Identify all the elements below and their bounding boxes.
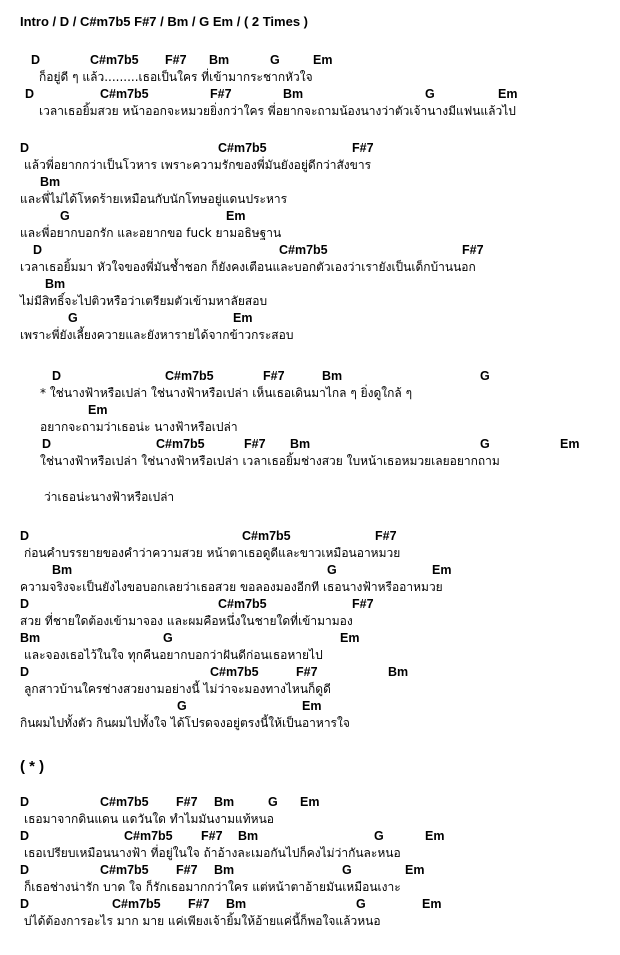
chord: F#7 xyxy=(176,795,198,809)
lyric: และจองเธอไว้ในใจ ทุกคืนอยากบอกว่าฝันดีก่อนเธอหายไป xyxy=(24,648,323,662)
chord: Bm xyxy=(52,563,73,577)
chord: D xyxy=(20,795,30,809)
chord: Bm xyxy=(283,87,304,101)
lyric: ใช่นางฟ้าหรือเปล่า ใช่นางฟ้าหรือเปล่า เวลาเธอยิ้มช่างสวย ใบหน้าเธอหมวยเลยอยากถาม xyxy=(40,454,500,468)
chord: Em xyxy=(300,795,320,809)
lyric: เวลาเธอยิ้มสวย หน้าออกจะหมวยยิ่งกว่าใคร พี่อยากจะถามน้องนางว่าตัวเจ้านางมีแฟนแล้วไป xyxy=(39,104,516,118)
lyric: เพราะพี่ยังเลี้ยงควายและยังหารายได้จากข้าวกระสอบ xyxy=(20,328,294,342)
chord: C#m7b5 xyxy=(124,829,173,843)
chord: Em xyxy=(405,863,425,877)
chord: Bm xyxy=(238,829,259,843)
chord: D xyxy=(42,437,52,451)
chord: D xyxy=(33,243,43,257)
chord: F#7 xyxy=(244,437,266,451)
chord: F#7 xyxy=(462,243,484,257)
chord: G xyxy=(480,369,490,383)
chord: D xyxy=(20,665,30,679)
chord: Em xyxy=(340,631,360,645)
chord: C#m7b5 xyxy=(218,141,267,155)
lyric: * ใช่นางฟ้าหรือเปล่า ใช่นางฟ้าหรือเปล่า เห็นเธอเดินมาไกล ๆ ยิ่งดูใกล้ ๆ xyxy=(40,386,413,400)
chord: Em xyxy=(233,311,253,325)
chord: Bm xyxy=(226,897,247,911)
chord: Bm xyxy=(209,53,230,67)
lyric: เธอมาจากดินแดน แดวันใด ทำไมมันงามแท้หนอ xyxy=(24,812,274,826)
chord: Em xyxy=(313,53,333,67)
chorus-repeat-marker: ( * ) xyxy=(20,758,45,775)
chord: C#m7b5 xyxy=(279,243,328,257)
chord: F#7 xyxy=(165,53,187,67)
chord: Bm xyxy=(40,175,61,189)
chord: Bm xyxy=(45,277,66,291)
lyric: และพี่อยากบอกรัก และอยากขอ fuck ยามอธิษฐาน xyxy=(20,226,282,240)
lyric: เวลาเธอยิ้มมา หัวใจของพี่มันช้ำชอก ก็ยังคงเตือนและบอกตัวเองว่าเรายังเป็นเด็กบ้านนอก xyxy=(20,260,476,274)
lyric: อยากจะถามว่าเธอน่ะ นางฟ้าหรือเปล่า xyxy=(40,420,238,434)
chord: C#m7b5 xyxy=(100,87,149,101)
chord: C#m7b5 xyxy=(242,529,291,543)
chord: Em xyxy=(560,437,580,451)
chord: F#7 xyxy=(176,863,198,877)
chord: Em xyxy=(498,87,518,101)
lyric: ก่อนคำบรรยายของคำว่าความสวย หน้าตาเธอดูดีและขาวเหมือนอาหมวย xyxy=(24,546,401,560)
chord: C#m7b5 xyxy=(156,437,205,451)
chord: D xyxy=(20,829,30,843)
intro-line: Intro / D / C#m7b5 F#7 / Bm / G Em / ( 2 Times ) xyxy=(20,14,308,29)
chord: G xyxy=(356,897,366,911)
chord: C#m7b5 xyxy=(100,795,149,809)
lyric: ลูกสาวบ้านใครช่างสวยงามอย่างนี้ ไม่ว่าจะมองทางไหนก็ดูดี xyxy=(24,682,331,696)
chord: Bm xyxy=(322,369,343,383)
lyric: เธอเปรียบเหมือนนางฟ้า ที่อยู่ในใจ ถ้าอ้างละเมอกันไปก็คงไม่ว่ากันละหนอ xyxy=(24,846,401,860)
chord: D xyxy=(25,87,35,101)
chord: Bm xyxy=(290,437,311,451)
chord: Bm xyxy=(20,631,41,645)
lyric: สวย ที่ชายใดต้องเข้ามาจอง และผมคือหนึ่งในชายใดที่เข้ามามอง xyxy=(20,614,353,628)
chord: G xyxy=(268,795,278,809)
chord: F#7 xyxy=(375,529,397,543)
chord: C#m7b5 xyxy=(210,665,259,679)
chord: C#m7b5 xyxy=(218,597,267,611)
chord: Em xyxy=(302,699,322,713)
lyric: แล้วพี่อยากกว่าเป็นโวหาร เพราะความรักของพี่มันยังอยู่ดีกว่าสังขาร xyxy=(24,158,372,172)
lyric: ความจริงจะเป็นยังไงขอบอกเลยว่าเธอสวย ขอลองมองอีกที เธอนางฟ้าหรืออาหมวย xyxy=(20,580,443,594)
lyric: และพี่ไม่ได้โหดร้ายเหมือนกับนักโทษอยู่แดนประหาร xyxy=(20,192,288,206)
lyric: ว่าเธอน่ะนางฟ้าหรือเปล่า xyxy=(44,490,175,504)
chord: F#7 xyxy=(352,141,374,155)
chord: F#7 xyxy=(263,369,285,383)
chord: Bm xyxy=(214,795,235,809)
chord: Em xyxy=(422,897,442,911)
chord: C#m7b5 xyxy=(100,863,149,877)
chord: Em xyxy=(226,209,246,223)
chord: D xyxy=(31,53,41,67)
chord: F#7 xyxy=(188,897,210,911)
chord: C#m7b5 xyxy=(90,53,139,67)
chord: D xyxy=(20,529,30,543)
lyric: ก็อยู่ดี ๆ แล้ว.........เธอเป็นใคร ที่เข้ามากระชากหัวใจ xyxy=(39,70,313,84)
chord: C#m7b5 xyxy=(112,897,161,911)
chord: D xyxy=(20,141,30,155)
chord: D xyxy=(20,897,30,911)
chord: G xyxy=(177,699,187,713)
chord: Em xyxy=(432,563,452,577)
chord: F#7 xyxy=(201,829,223,843)
chord: D xyxy=(20,863,30,877)
chord: D xyxy=(20,597,30,611)
chord: C#m7b5 xyxy=(165,369,214,383)
chord: G xyxy=(480,437,490,451)
chord: G xyxy=(270,53,280,67)
chord: G xyxy=(327,563,337,577)
chord: F#7 xyxy=(210,87,232,101)
chord: Em xyxy=(425,829,445,843)
chord: Bm xyxy=(214,863,235,877)
chord: G xyxy=(68,311,78,325)
lyric: ไม่มีสิทธิ์จะไปติวหรือว่าเตรียมตัวเข้ามหาลัยสอบ xyxy=(20,294,268,308)
chord: F#7 xyxy=(296,665,318,679)
chord: G xyxy=(425,87,435,101)
chord: G xyxy=(374,829,384,843)
chord: D xyxy=(52,369,62,383)
chord: G xyxy=(60,209,70,223)
chord: Bm xyxy=(388,665,409,679)
chord: G xyxy=(163,631,173,645)
lyric: บ่ได้ต้องการอะไร มาก มาย แค่เพียงเจ้ายิ้มให้อ้ายแค่นี้ก็พอใจแล้วหนอ xyxy=(24,914,381,928)
lyric: กินผมไปทั้งตัว กินผมไปทั้งใจ ได้โปรดจงอยู่ตรงนี้ให้เป็นอาหารใจ xyxy=(20,716,350,730)
lyric: ก็เธอช่างน่ารัก บาด ใจ ก็รักเธอมากกว่าใคร แต่หน้าตาอ้ายมันเหมือนเงาะ xyxy=(24,880,401,894)
chord: G xyxy=(342,863,352,877)
chord: F#7 xyxy=(352,597,374,611)
chord: Em xyxy=(88,403,108,417)
